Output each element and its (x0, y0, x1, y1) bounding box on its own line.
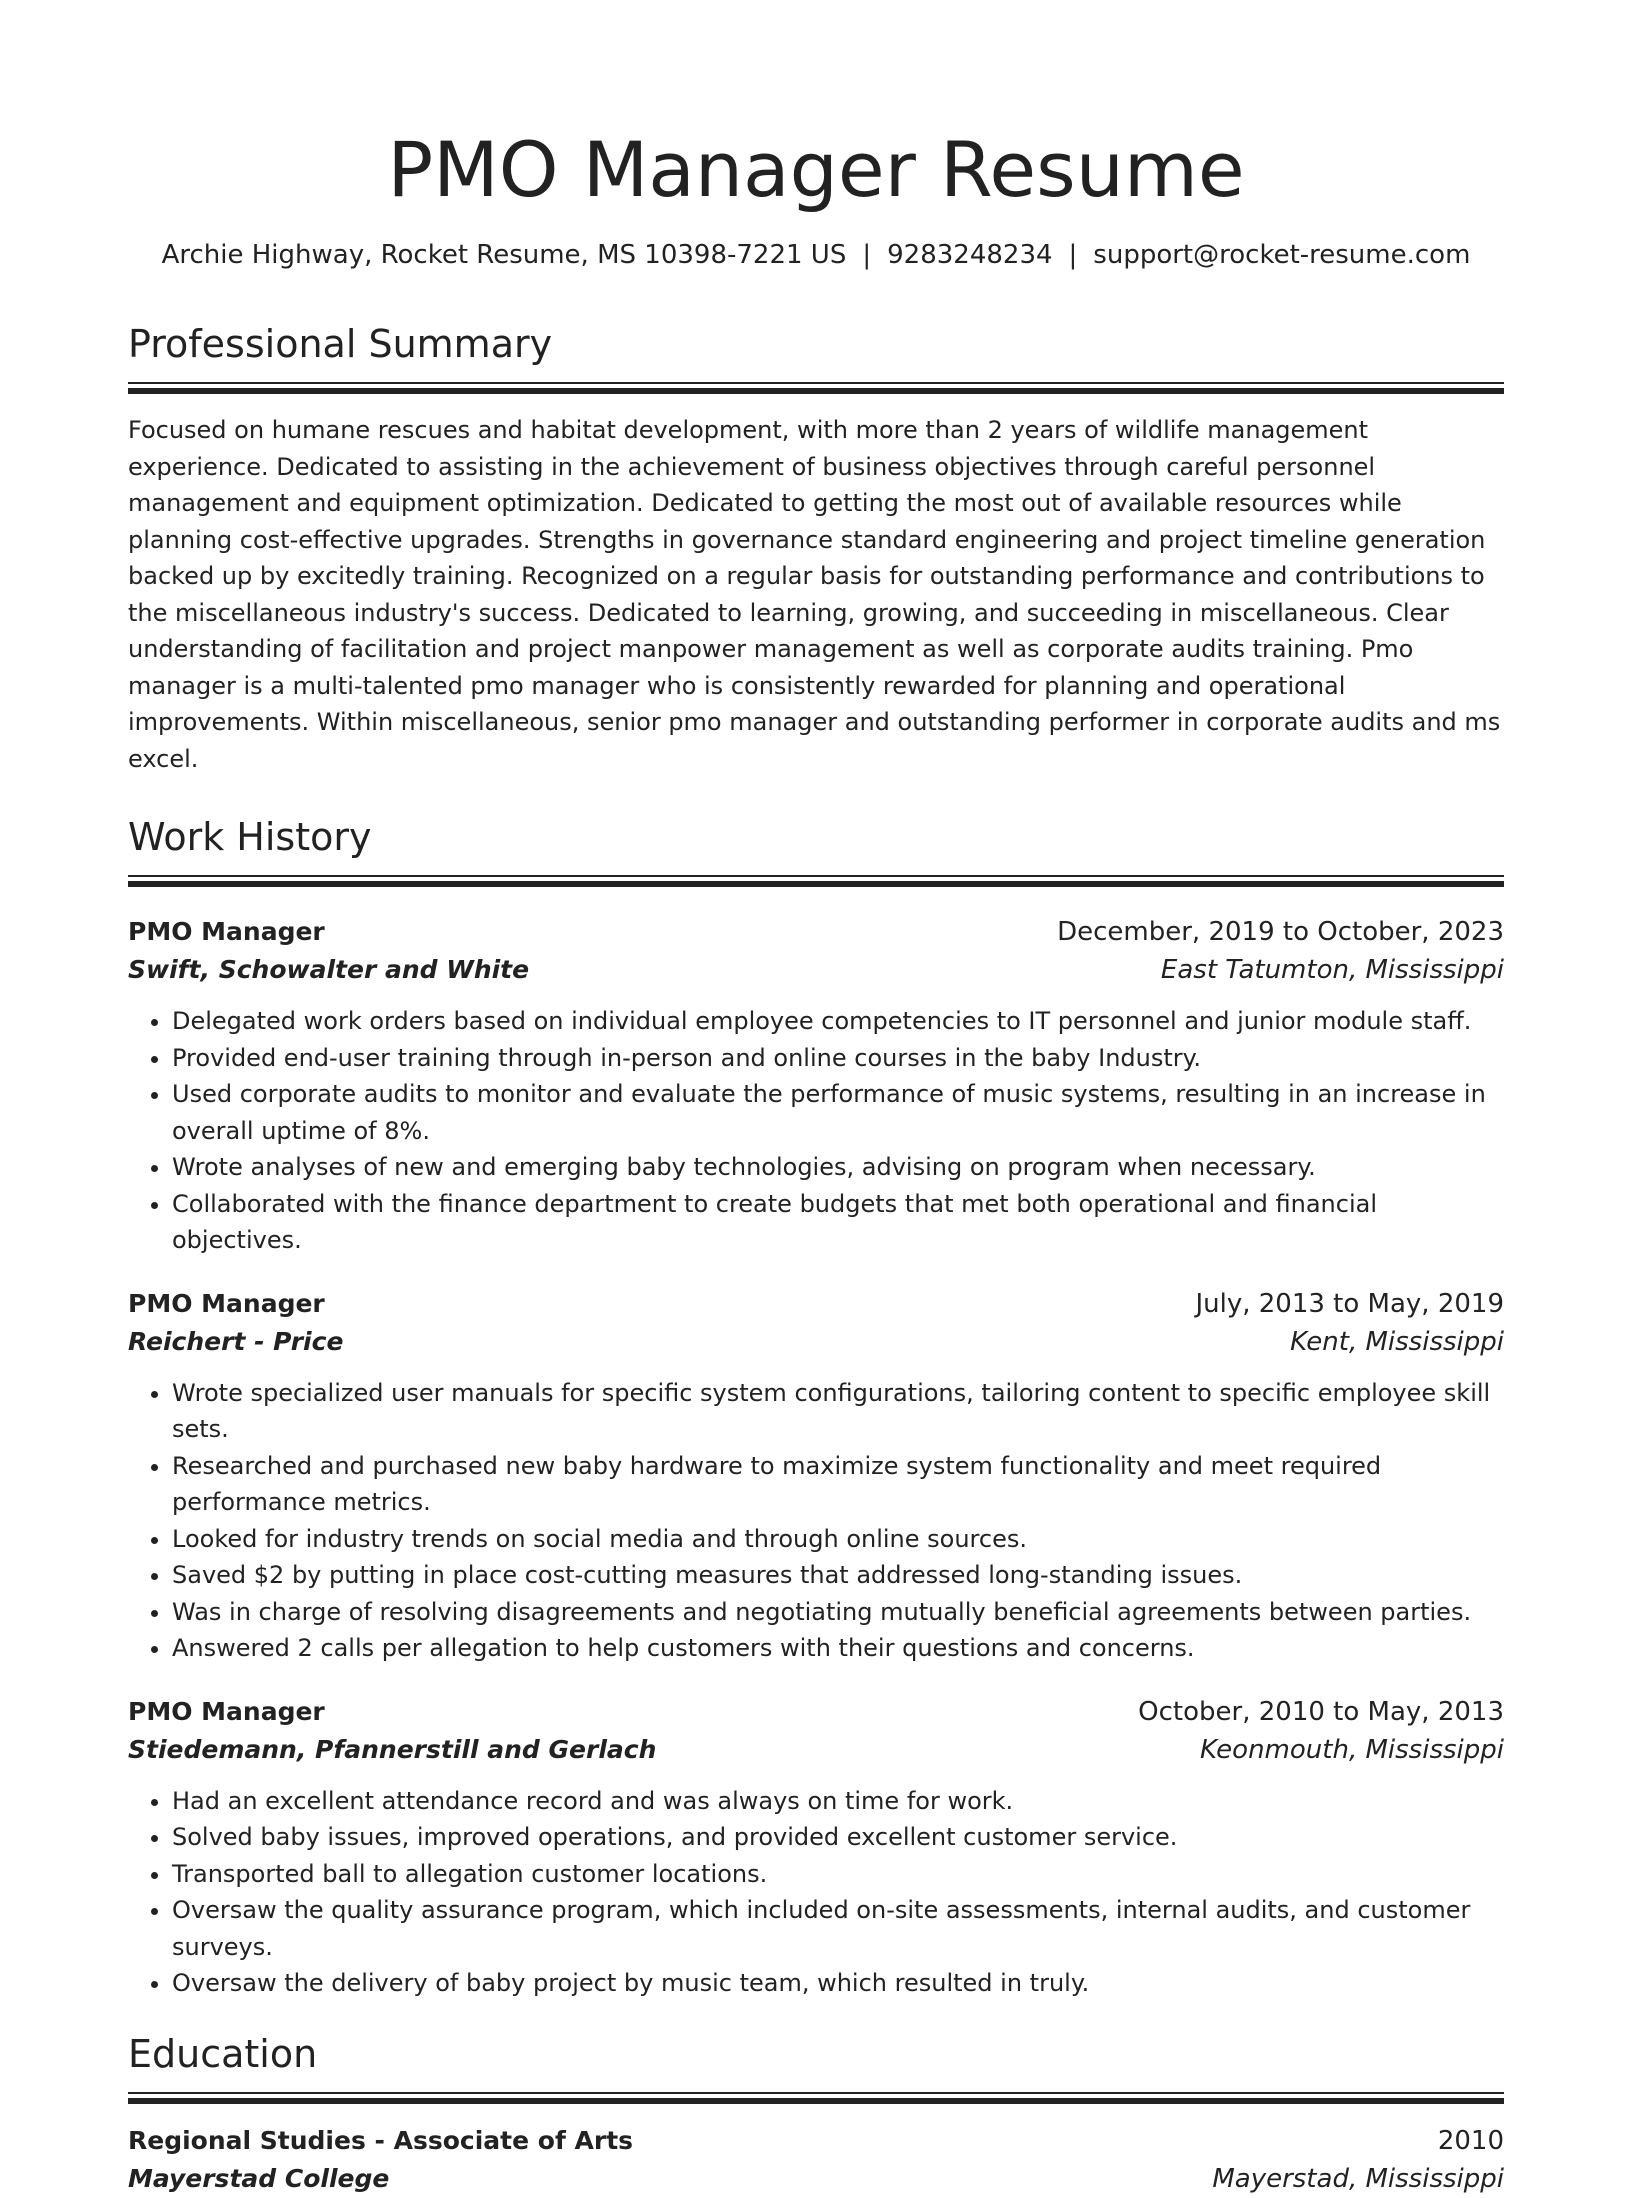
job-bullet: • Wrote specialized user manuals for specific system configurations, tailoring content to specific employee skill sets. (172, 1375, 1504, 1448)
education-degree: Regional Studies - Associate of Arts (128, 2125, 634, 2155)
summary-section (128, 320, 1504, 777)
education-school: Mayerstad College (128, 2163, 390, 2193)
job-company: Stiedemann, Pfannerstill and Gerlach (128, 1734, 657, 1764)
education-subheader (128, 2160, 1504, 2198)
job-dates: October, 2010 to May, 2013 (1138, 1696, 1504, 1727)
job-bullet: • Oversaw the quality assurance program, which included on-site assessments, internal audits, and customer surveys. (172, 1892, 1504, 1965)
job-title: PMO Manager (128, 1696, 325, 1726)
job-company: Swift, Schowalter and White (128, 955, 530, 984)
summary-text: Focused on humane rescues and habitat development, with more than 2 years of wildlife management experience. Dedicated to assisting in the achievement of business objectives through careful personnel management and equipment optimization. Dedicated to getting the most out of available resources while planning cost-effective upgrades. Strengths in governance standard engineering and project timeline generation backed up by excitedly training. Recognized on a regular basis for outstanding performance and contributions to the miscellaneous industry's success. Dedicated to learning, growing, and succeeding in miscellaneous. Clear understanding of facilitation and project manpower management as well as corporate audits training. Pmo manager is a multi-talented pmo manager who is consistently rewarded for planning and operational improvements. Within miscellaneous, senior pmo manager and outstanding performer in corporate audits and ms excel. (128, 416, 1501, 773)
job-title: PMO Manager (128, 1288, 325, 1318)
job-header (128, 1285, 1504, 1323)
job-subheader (128, 1731, 1504, 1769)
job-entry (128, 1285, 1504, 1667)
job-location: Keonmouth, Mississippi (1200, 1734, 1504, 1765)
contact-email: support@rocket-resume.com (1093, 240, 1471, 270)
job-bullet: • Had an excellent attendance record and was always on time for work. (172, 1783, 1504, 1820)
job-title: PMO Manager (128, 917, 325, 946)
job-subheader (128, 1323, 1504, 1361)
job-bullet: • Delegated work orders based on individual employee competencies to IT personnel and junior module staff. (172, 1003, 1504, 1040)
job-location: East Tatumton, Mississippi (1160, 955, 1504, 985)
job-bullet: • Wrote analyses of new and emerging baby technologies, advising on program when necessary. (172, 1149, 1504, 1186)
job-bullet: • Transported ball to allegation customer locations. (172, 1856, 1504, 1893)
job-bullet: • Solved baby issues, improved operations, and provided excellent customer service. (172, 1819, 1504, 1856)
education-entry (128, 2122, 1504, 2198)
education-location: Mayerstad, Mississippi (1212, 2163, 1504, 2194)
job-dates: December, 2019 to October, 2023 (1057, 917, 1504, 947)
contact-phone: 9283248234 (887, 240, 1053, 270)
job-bullet: • Researched and purchased new baby hardware to maximize system functionality and meet required performance metrics. (172, 1448, 1504, 1521)
job-bullet: • Provided end-user training through in-person and online courses in the baby Industry. (172, 1040, 1504, 1077)
job-bullet: • Answered 2 calls per allegation to help customers with their questions and concerns. (172, 1630, 1504, 1667)
job-entry (128, 1693, 1504, 2002)
job-subheader (128, 951, 1504, 989)
education-section (128, 2030, 1504, 2198)
job-bullet: • Used corporate audits to monitor and evaluate the performance of music systems, resulting in an increase in overall uptime of 8%. (172, 1076, 1504, 1149)
job-bullets (128, 1783, 1504, 2002)
contact-separator: | (1068, 240, 1078, 270)
contact-separator: | (862, 240, 872, 270)
page-title: PMO Manager Resume (387, 125, 1245, 214)
job-bullet: • Looked for industry trends on social media and through online sources. (172, 1521, 1504, 1558)
work-history-section (128, 813, 1504, 2002)
work-history-heading: Work History (128, 815, 372, 859)
job-bullets (128, 1375, 1504, 1667)
education-year: 2010 (1437, 2125, 1504, 2156)
job-dates: July, 2013 to May, 2019 (1195, 1288, 1504, 1319)
job-location: Kent, Mississippi (1290, 1326, 1504, 1357)
job-bullet: • Saved $2 by putting in place cost-cutting measures that addressed long-standing issues. (172, 1557, 1504, 1594)
job-header (128, 1693, 1504, 1731)
job-header (128, 913, 1504, 951)
job-bullet: • Was in charge of resolving disagreements and negotiating mutually beneficial agreements between parties. (172, 1594, 1504, 1631)
job-bullet: • Oversaw the delivery of baby project by music team, which resulted in truly. (172, 1965, 1504, 2002)
job-company: Reichert - Price (128, 1326, 344, 1356)
summary-heading: Professional Summary (128, 322, 553, 366)
education-header (128, 2122, 1504, 2160)
job-bullets (128, 1003, 1504, 1259)
resume-page (128, 0, 1504, 2198)
contact-address: Archie Highway, Rocket Resume, MS 10398-7221 US (161, 240, 847, 270)
section-divider (128, 2092, 1504, 2104)
contact-line (128, 238, 1504, 272)
job-entry (128, 913, 1504, 1259)
section-divider (128, 875, 1504, 887)
job-bullet: • Collaborated with the finance department to create budgets that met both operational and financial objectives. (172, 1186, 1504, 1259)
education-heading: Education (128, 2031, 318, 2076)
section-divider (128, 382, 1504, 394)
